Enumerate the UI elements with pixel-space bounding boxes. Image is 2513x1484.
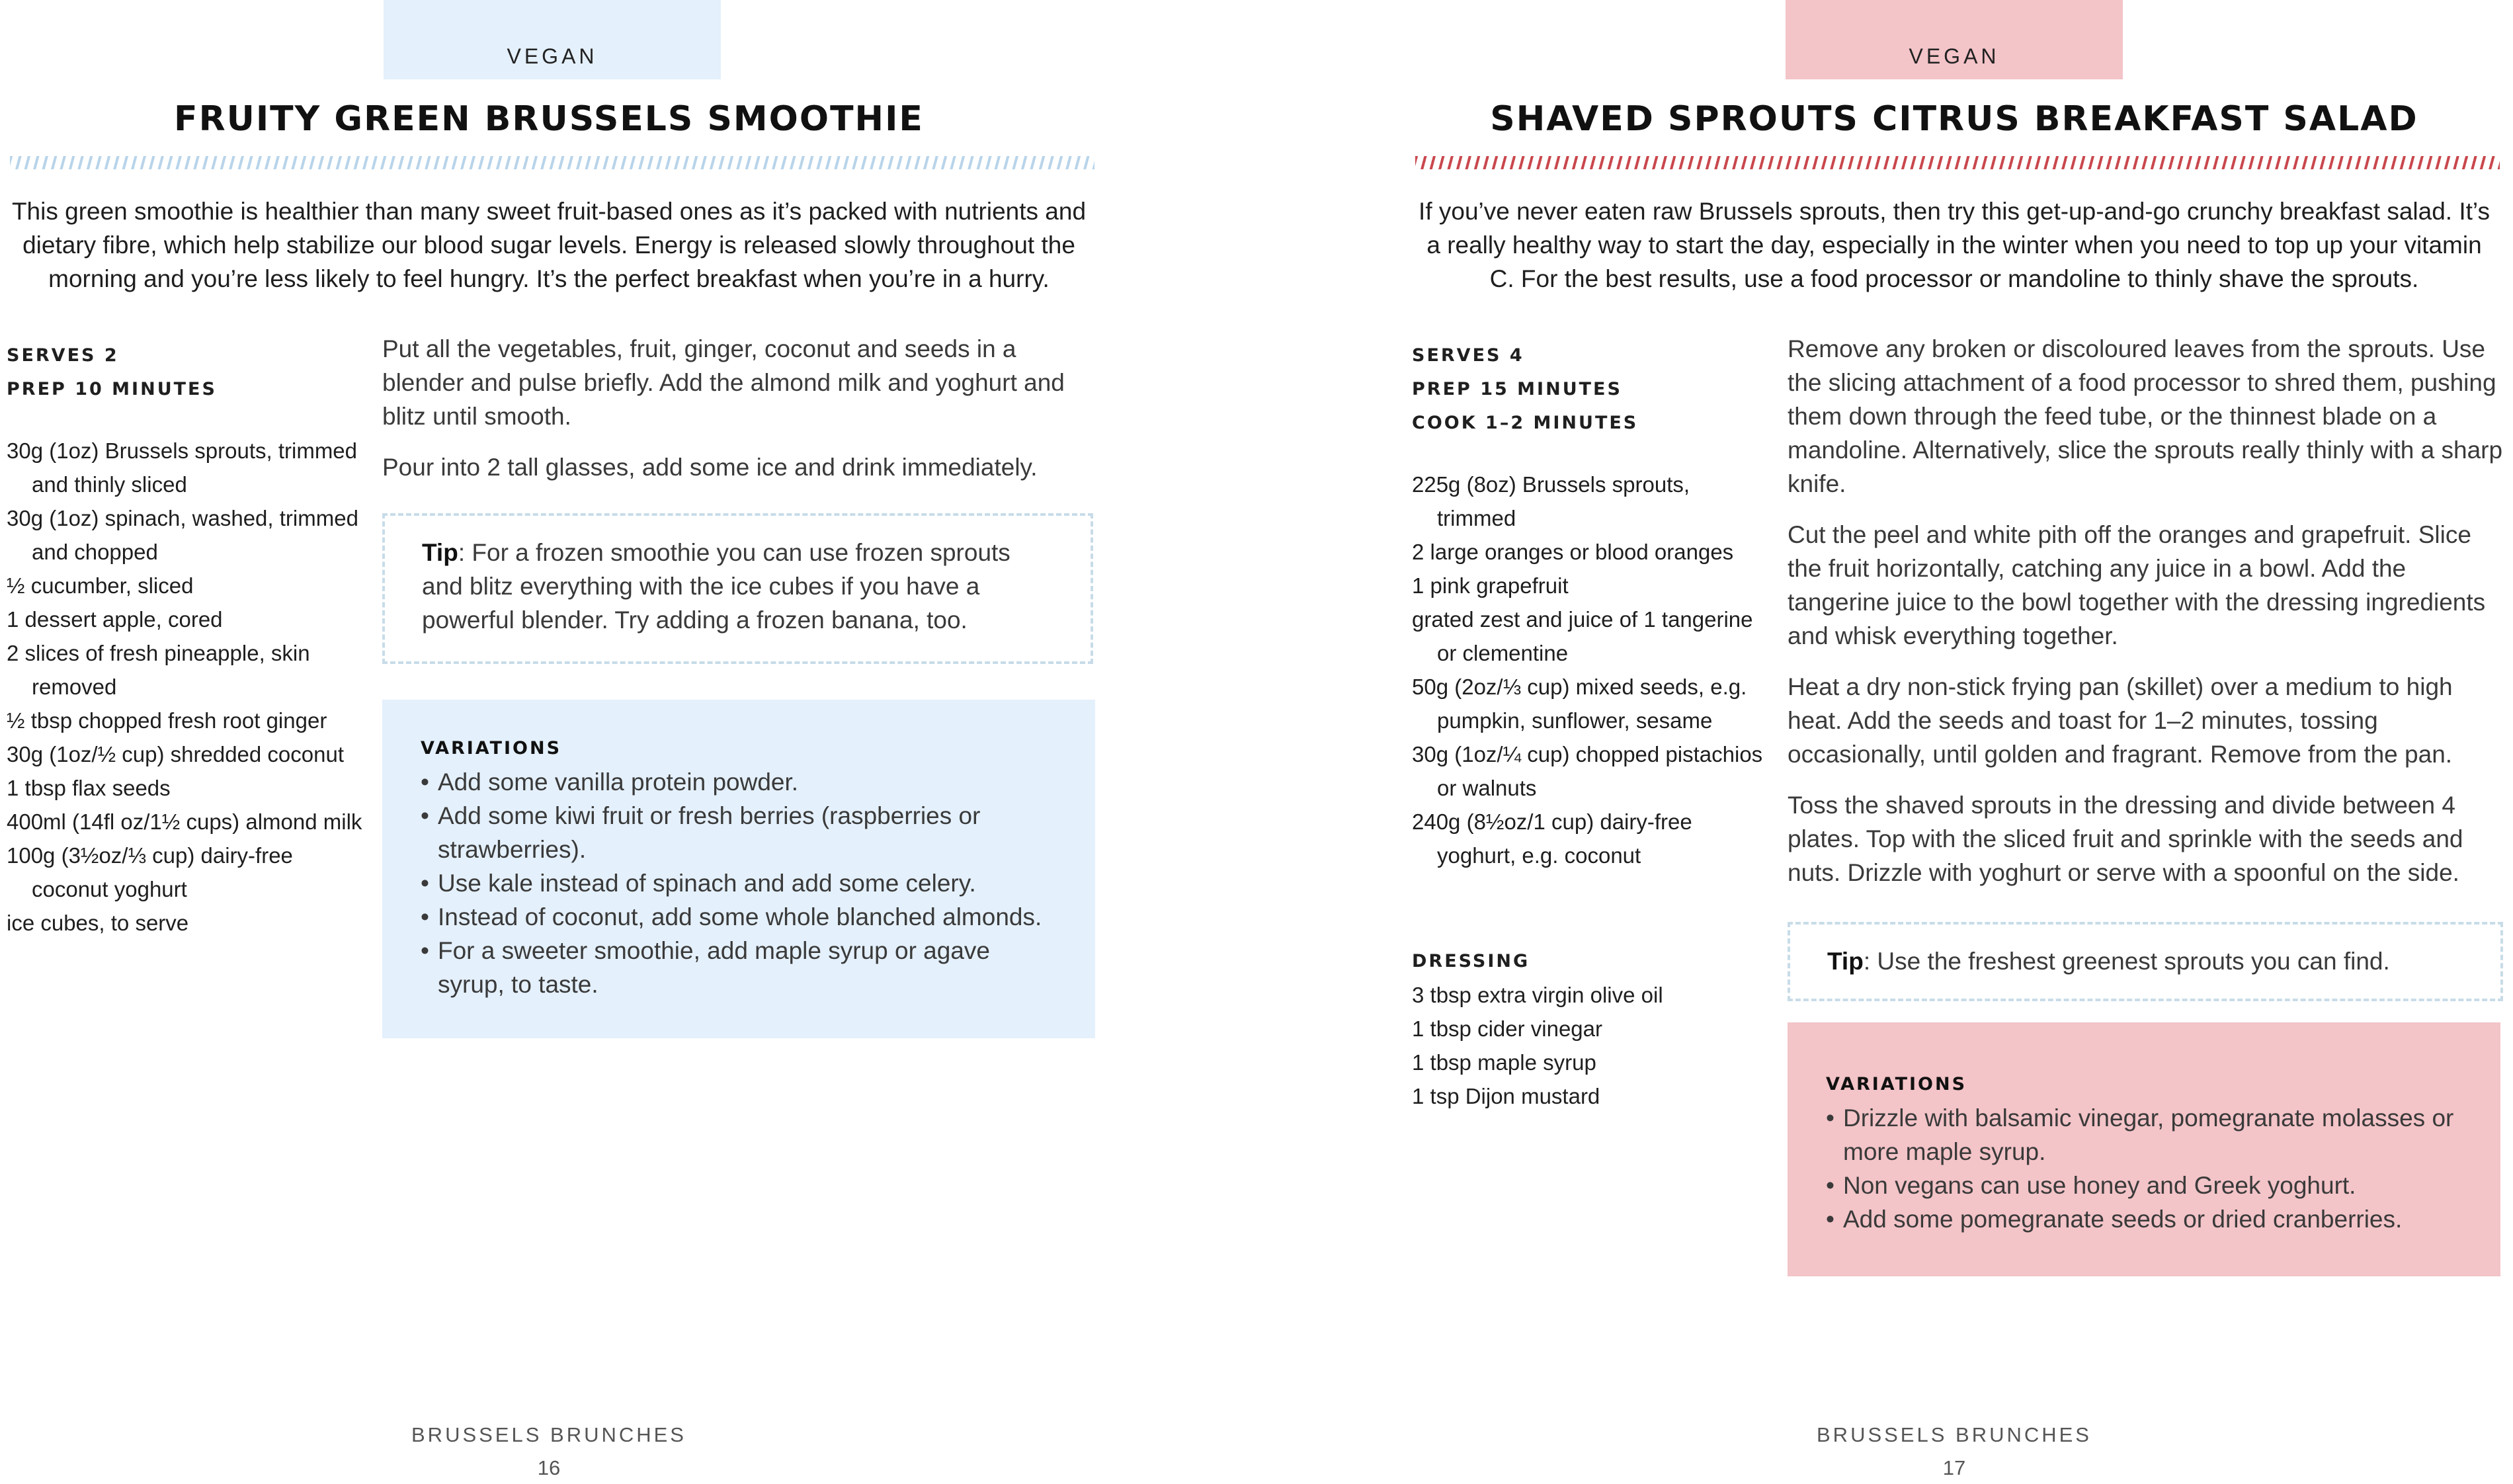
ingredient-item: 1 dessert apple, cored bbox=[7, 607, 223, 632]
dressing-item: 3 tbsp extra virgin olive oil bbox=[1412, 983, 1663, 1007]
recipe-title: SHAVED SPROUTS CITRUS BREAKFAST SALAD bbox=[1490, 99, 2418, 139]
dressing-item: 1 tsp Dijon mustard bbox=[1412, 1084, 1600, 1108]
ingredient-item: 2 slices of fresh pineapple, skin removed bbox=[7, 641, 310, 699]
ingredient-item: 30g (1oz) spinach, washed, trimmed and chopped bbox=[7, 506, 358, 564]
ingredient-item: 240g (8½oz/1 cup) dairy-free yoghurt, e.g. coconut bbox=[1412, 809, 1692, 868]
recipe-intro: If you’ve never eaten raw Brussels sprouts, then try this get-up-and-go crunchy breakfast salad. It’s a really healthy way to start the day, especially in the winter when you need to top up your vitamin C. For the best results, use a food processor or mandoline to thinly shave the sprouts. bbox=[1419, 198, 2490, 292]
variation-item: • For a sweeter smoothie, add maple syrup or agave syrup, to taste. bbox=[421, 934, 1057, 1001]
ingredient-item: 1 pink grapefruit bbox=[1412, 573, 1569, 598]
method-step: Heat a dry non-stick frying pan (skillet) over a medium to high heat. Add the seeds and toast for 1–2 minutes, tossing occasionally, until golden and fragrant. Remove from the pan. bbox=[1788, 673, 2453, 768]
variations-box bbox=[1788, 1022, 2500, 1276]
variation-item: • Use kale instead of spinach and add some celery. bbox=[421, 866, 1057, 900]
prep-time-label: PREP 15 MINUTES bbox=[1412, 379, 1622, 399]
page-number: 17 bbox=[1942, 1456, 1966, 1479]
method-step: Cut the peel and white pith off the oranges and grapefruit. Slice the fruit horizontally, catching any juice in a bowl. Add the tangerine juice to the bowl together with the dressing ingredients and whisk everything together. bbox=[1788, 521, 2486, 649]
ingredients-list bbox=[7, 434, 364, 940]
serves-label: SERVES 4 bbox=[1412, 345, 1524, 366]
ingredient-item: grated zest and juice of 1 tangerine or clementine bbox=[1412, 607, 1753, 665]
variation-item: • Drizzle with balsamic vinegar, pomegranate molasses or more maple syrup. bbox=[1826, 1101, 2462, 1169]
method-step: Pour into 2 tall glasses, add some ice and drink immediately. bbox=[382, 454, 1038, 481]
recipe-meta bbox=[1412, 339, 1638, 440]
tip-box bbox=[382, 513, 1093, 664]
vegan-tag: VEGAN bbox=[384, 0, 721, 79]
method-steps bbox=[1788, 332, 2508, 907]
title-divider bbox=[1415, 156, 2500, 169]
ingredients-list bbox=[1412, 468, 1769, 872]
page-footer bbox=[1405, 1423, 2503, 1480]
ingredient-item: ice cubes, to serve bbox=[7, 911, 189, 935]
ingredient-item: 1 tbsp flax seeds bbox=[7, 776, 171, 800]
ingredient-item: 100g (3½oz/⅓ cup) dairy-free coconut yoghurt bbox=[7, 843, 293, 901]
variation-item: • Instead of coconut, add some whole blanched almonds. bbox=[421, 900, 1057, 934]
recipe-title: FRUITY GREEN BRUSSELS SMOOTHIE bbox=[174, 99, 924, 139]
serves-label: SERVES 2 bbox=[7, 345, 119, 366]
recipe-intro: This green smoothie is healthier than many sweet fruit-based ones as it’s packed with nutrients and dietary fibre, which help stabilize our blood sugar levels. Energy is released slowly throughout the morning and you’re less likely to feel hungry. It’s the perfect breakfast when you’re in a hurry. bbox=[11, 198, 1087, 292]
variation-item: • Non vegans can use honey and Greek yoghurt. bbox=[1826, 1169, 2462, 1202]
variations-heading: VARIATIONS bbox=[421, 738, 562, 759]
ingredient-item: 400ml (14fl oz/1½ cups) almond milk bbox=[7, 809, 362, 834]
tip-text: : For a frozen smoothie you can use frozen sprouts and blitz everything with the ice cubes if you have a powerful blender. Try adding a frozen banana, too. bbox=[422, 539, 1010, 634]
right-page bbox=[1405, 0, 2503, 1484]
variations-heading: VARIATIONS bbox=[1826, 1074, 1967, 1094]
tip-box bbox=[1788, 922, 2503, 1001]
page-number: 16 bbox=[537, 1456, 561, 1479]
method-step: Put all the vegetables, fruit, ginger, coconut and seeds in a blender and pulse briefly. Add the almond milk and yoghurt and blitz until smooth. bbox=[382, 335, 1065, 430]
dressing-item: 1 tbsp maple syrup bbox=[1412, 1050, 1596, 1075]
variations-box bbox=[382, 700, 1095, 1038]
variation-item: • Add some kiwi fruit or fresh berries (raspberries or strawberries). bbox=[421, 799, 1057, 866]
prep-time-label: PREP 10 MINUTES bbox=[7, 379, 217, 399]
dressing-item: 1 tbsp cider vinegar bbox=[1412, 1016, 1602, 1041]
variation-item: • Add some pomegranate seeds or dried cranberries. bbox=[1826, 1202, 2462, 1236]
method-step: Toss the shaved sprouts in the dressing and divide between 4 plates. Top with the sliced fruit and sprinkle with the seeds and nuts. Drizzle with yoghurt or serve with a spoonful on the side. bbox=[1788, 792, 2463, 886]
tip-label: Tip bbox=[422, 539, 458, 566]
title-divider bbox=[10, 156, 1094, 169]
recipe-meta bbox=[7, 339, 217, 406]
chapter-title: BRUSSELS BRUNCHES bbox=[1817, 1423, 2092, 1446]
method-step: Remove any broken or discoloured leaves from the sprouts. Use the slicing attachment of a food processor to shred them, pushing them down through the feed tube, or the thinnest blade on a mandoline. Alternatively, slice the sprouts really thinly with a sharp knife. bbox=[1788, 335, 2503, 497]
page-footer bbox=[0, 1423, 1098, 1480]
ingredient-item: 50g (2oz/⅓ cup) mixed seeds, e.g. pumpkin, sunflower, sesame bbox=[1412, 675, 1747, 733]
tip-text: : Use the freshest greenest sprouts you can find. bbox=[1863, 948, 2390, 975]
tip-label: Tip bbox=[1827, 948, 1864, 975]
ingredient-item: ½ cucumber, sliced bbox=[7, 573, 194, 598]
ingredient-item: 30g (1oz/½ cup) shredded coconut bbox=[7, 742, 345, 766]
ingredient-item: ½ tbsp chopped fresh root ginger bbox=[7, 708, 327, 733]
ingredient-item: 2 large oranges or blood oranges bbox=[1412, 540, 1734, 564]
ingredient-item: 225g (8oz) Brussels sprouts, trimmed bbox=[1412, 472, 1690, 530]
ingredient-item: 30g (1oz) Brussels sprouts, trimmed and thinly sliced bbox=[7, 438, 358, 497]
left-page bbox=[0, 0, 1098, 1484]
chapter-title: BRUSSELS BRUNCHES bbox=[411, 1423, 686, 1446]
dressing-list bbox=[1412, 944, 1769, 1113]
variation-item: • Add some vanilla protein powder. bbox=[421, 765, 1057, 799]
method-steps bbox=[382, 332, 1103, 501]
cook-time-label: COOK 1–2 MINUTES bbox=[1412, 413, 1639, 433]
vegan-tag: VEGAN bbox=[1786, 0, 2123, 79]
ingredient-item: 30g (1oz/¼ cup) chopped pistachios or walnuts bbox=[1412, 742, 1763, 800]
dressing-heading: DRESSING bbox=[1412, 951, 1530, 971]
